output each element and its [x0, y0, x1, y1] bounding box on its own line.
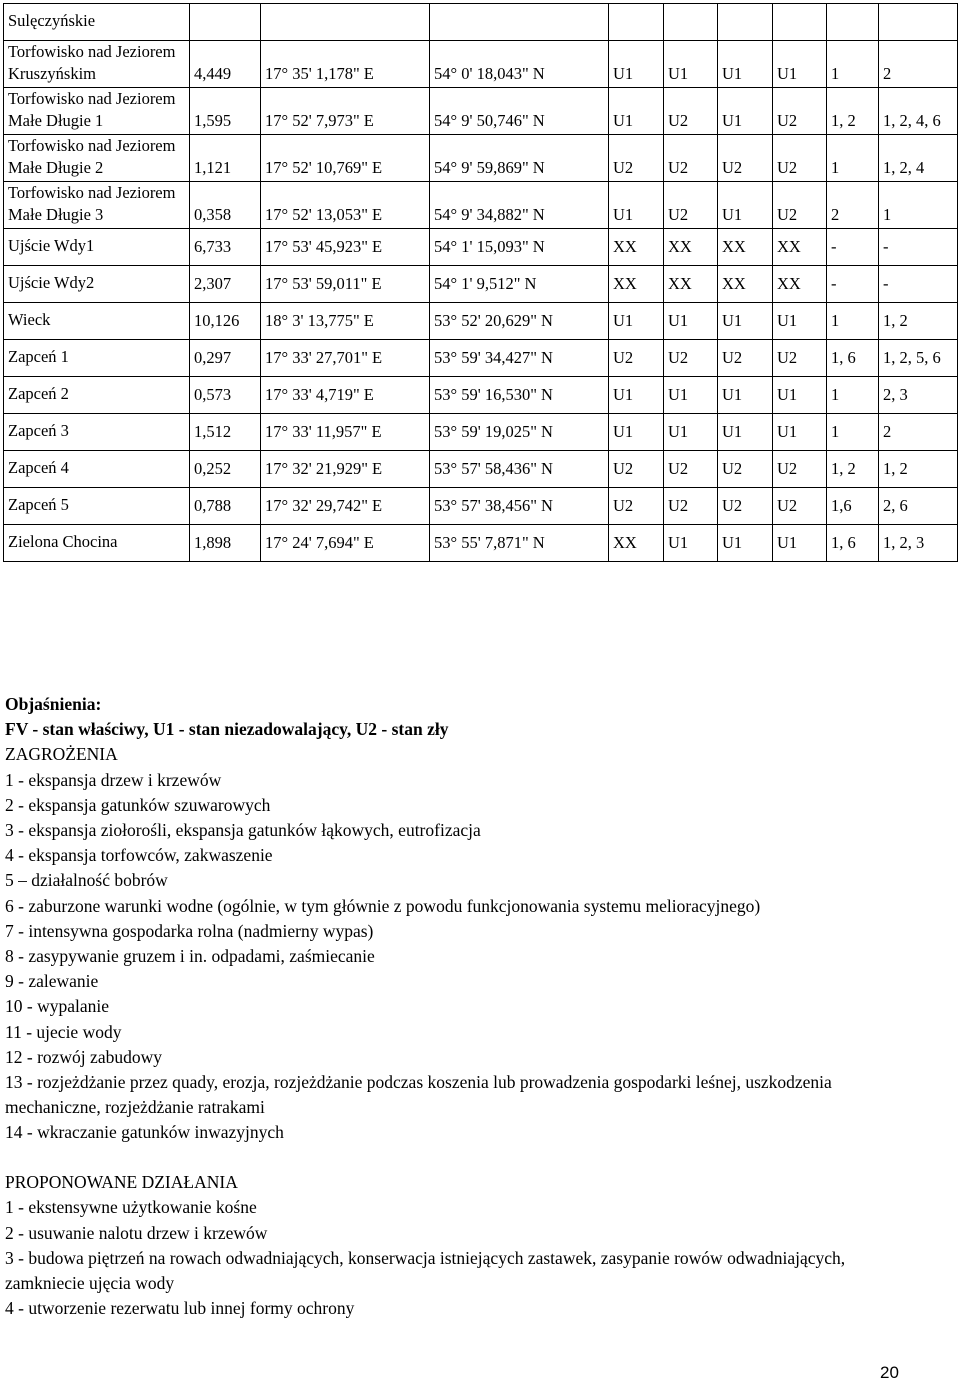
status-cell: U2 — [773, 135, 827, 182]
status-cell: U2 — [773, 88, 827, 135]
site-name-cell: Torfowisko nad Jeziorem Małe Długie 3 — [4, 182, 190, 229]
status-cell: XX — [718, 229, 773, 266]
status-cell: U2 — [664, 182, 718, 229]
latitude-cell: 54° 1' 15,093" N — [430, 229, 609, 266]
threat-item: 1 - ekspansja drzew i krzewów — [5, 769, 222, 790]
threats-cell: 1 — [827, 135, 879, 182]
threats-heading: ZAGROŻENIA — [5, 744, 118, 765]
status-cell: U1 — [773, 377, 827, 414]
table-row — [4, 41, 958, 88]
status-cell: U2 — [609, 340, 664, 377]
longitude-cell: 17° 53' 45,923" E — [261, 229, 430, 266]
site-name-cell: Zielona Chocina — [4, 525, 190, 562]
empty-cell — [827, 4, 879, 41]
threats-list — [5, 768, 905, 1146]
table-row — [4, 377, 958, 414]
threats-cell: 1,6 — [827, 488, 879, 525]
area-cell: 0,358 — [190, 182, 261, 229]
latitude-cell: 53° 59' 16,530" N — [430, 377, 609, 414]
status-cell: U2 — [718, 340, 773, 377]
longitude-cell: 17° 33' 27,701" E — [261, 340, 430, 377]
threat-item: 7 - intensywna gospodarka rolna (nadmierny wypas) — [5, 920, 374, 941]
threats-cell: 1 — [827, 41, 879, 88]
action-item: 1 - ekstensywne użytkowanie kośne — [5, 1197, 257, 1218]
actions-cell: 1, 2 — [879, 303, 958, 340]
actions-cell: - — [879, 266, 958, 303]
threats-cell: 1, 2 — [827, 88, 879, 135]
threat-item: 6 - zaburzone warunki wodne (ogólnie, w tym głównie z powodu funkcjonowania systemu melioracyjnego) — [5, 895, 761, 916]
area-cell: 6,733 — [190, 229, 261, 266]
threat-item: 9 - zalewanie — [5, 971, 99, 992]
area-cell: 0,788 — [190, 488, 261, 525]
threats-cell: 2 — [827, 182, 879, 229]
legend-section — [5, 692, 905, 1321]
empty-cell — [718, 4, 773, 41]
table-row — [4, 229, 958, 266]
latitude-cell: 54° 1' 9,512" N — [430, 266, 609, 303]
empty-cell — [773, 4, 827, 41]
latitude-cell: 53° 52' 20,629" N — [430, 303, 609, 340]
latitude-cell: 54° 0' 18,043" N — [430, 41, 609, 88]
longitude-cell: 17° 32' 29,742" E — [261, 488, 430, 525]
status-cell: U1 — [609, 414, 664, 451]
table-row — [4, 451, 958, 488]
status-cell: U2 — [773, 451, 827, 488]
status-cell: U1 — [718, 414, 773, 451]
threats-cell: 1, 2 — [827, 451, 879, 488]
status-cell: U1 — [718, 88, 773, 135]
status-cell: U1 — [609, 303, 664, 340]
empty-cell — [261, 4, 430, 41]
longitude-cell: 17° 52' 13,053" E — [261, 182, 430, 229]
status-cell: U1 — [718, 182, 773, 229]
actions-cell: 1, 2, 4 — [879, 135, 958, 182]
status-cell: U1 — [718, 377, 773, 414]
longitude-cell: 17° 32' 21,929" E — [261, 451, 430, 488]
site-name-cell: Wieck — [4, 303, 190, 340]
area-cell: 1,121 — [190, 135, 261, 182]
site-name-cell: Torfowisko nad Jeziorem Małe Długie 1 — [4, 88, 190, 135]
area-cell: 2,307 — [190, 266, 261, 303]
status-cell: U1 — [664, 377, 718, 414]
threat-item: 3 - ekspansja ziołorośli, ekspansja gatunków łąkowych, eutrofizacja — [5, 820, 481, 841]
status-cell: U2 — [773, 182, 827, 229]
status-cell: U1 — [609, 41, 664, 88]
table-body — [4, 4, 958, 562]
status-cell: U1 — [664, 414, 718, 451]
latitude-cell: 53° 57' 58,436" N — [430, 451, 609, 488]
threat-item: 12 - rozwój zabudowy — [5, 1046, 162, 1067]
longitude-cell: 17° 33' 11,957" E — [261, 414, 430, 451]
threats-cell: 1, 6 — [827, 525, 879, 562]
region-header-cell: Sulęczyńskie — [4, 4, 190, 41]
action-item: 3 - budowa piętrzeń na rowach odwadniających, konserwacja istniejących zastawek, zasypanie rowów odwadniających, zamkniecie ujęcia wody — [5, 1247, 846, 1293]
action-item: 4 - utworzenie rezerwatu lub innej formy ochrony — [5, 1298, 355, 1319]
status-cell: XX — [773, 229, 827, 266]
status-cell: U2 — [664, 451, 718, 488]
status-cell: U2 — [664, 135, 718, 182]
status-cell: XX — [664, 229, 718, 266]
table-row — [4, 525, 958, 562]
threats-cell: 1 — [827, 303, 879, 340]
actions-cell: 2, 6 — [879, 488, 958, 525]
table-row — [4, 414, 958, 451]
table-row — [4, 266, 958, 303]
threat-item: 14 - wkraczanie gatunków inwazyjnych — [5, 1122, 284, 1143]
status-cell: U2 — [773, 488, 827, 525]
status-cell: U1 — [609, 377, 664, 414]
area-cell: 10,126 — [190, 303, 261, 340]
threats-cell: - — [827, 229, 879, 266]
latitude-cell: 53° 57' 38,456" N — [430, 488, 609, 525]
threat-item: 13 - rozjeżdżanie przez quady, erozja, rozjeżdżanie podczas koszenia lub prowadzenia gospodarki leśnej, uszkodzenia mechaniczne, rozjeżdżanie ratrakami — [5, 1072, 832, 1118]
latitude-cell: 53° 59' 34,427" N — [430, 340, 609, 377]
status-cell: U1 — [664, 525, 718, 562]
threats-cell: 1 — [827, 414, 879, 451]
status-cell: XX — [609, 229, 664, 266]
longitude-cell: 17° 35' 1,178" E — [261, 41, 430, 88]
actions-cell: - — [879, 229, 958, 266]
empty-cell — [879, 4, 958, 41]
area-cell: 0,297 — [190, 340, 261, 377]
threat-item: 5 – działalność bobrów — [5, 870, 168, 891]
actions-cell: 2, 3 — [879, 377, 958, 414]
status-cell: U1 — [773, 41, 827, 88]
status-cell: U1 — [773, 414, 827, 451]
table-row — [4, 488, 958, 525]
status-cell: U2 — [718, 135, 773, 182]
status-cell: U2 — [664, 340, 718, 377]
status-cell: XX — [718, 266, 773, 303]
site-name-cell: Zapceń 4 — [4, 451, 190, 488]
threats-cell: 1, 6 — [827, 340, 879, 377]
site-name-cell: Zapceń 5 — [4, 488, 190, 525]
latitude-cell: 53° 59' 19,025" N — [430, 414, 609, 451]
site-name-cell: Torfowisko nad Jeziorem Małe Długie 2 — [4, 135, 190, 182]
empty-cell — [609, 4, 664, 41]
table-row — [4, 340, 958, 377]
empty-cell — [430, 4, 609, 41]
status-cell: U2 — [718, 451, 773, 488]
table-row — [4, 88, 958, 135]
status-cell: U2 — [718, 488, 773, 525]
status-cell: XX — [609, 525, 664, 562]
empty-cell — [190, 4, 261, 41]
site-name-cell: Zapceń 1 — [4, 340, 190, 377]
threat-item: 2 - ekspansja gatunków szuwarowych — [5, 794, 271, 815]
empty-cell — [664, 4, 718, 41]
threat-item: 8 - zasypywanie gruzem i in. odpadami, zaśmiecanie — [5, 946, 375, 967]
status-cell: U1 — [718, 303, 773, 340]
site-name-cell: Zapceń 2 — [4, 377, 190, 414]
site-name-cell: Zapceń 3 — [4, 414, 190, 451]
table-header-row — [4, 4, 958, 41]
longitude-cell: 17° 24' 7,694" E — [261, 525, 430, 562]
actions-cell: 1 — [879, 182, 958, 229]
area-cell: 1,595 — [190, 88, 261, 135]
longitude-cell: 17° 52' 10,769" E — [261, 135, 430, 182]
status-cell: U1 — [718, 525, 773, 562]
page-number: 20 — [880, 1363, 899, 1382]
latitude-cell: 53° 55' 7,871" N — [430, 525, 609, 562]
area-cell: 0,573 — [190, 377, 261, 414]
threat-item: 4 - ekspansja torfowców, zakwaszenie — [5, 845, 273, 866]
actions-cell: 1, 2, 5, 6 — [879, 340, 958, 377]
status-cell: U1 — [773, 303, 827, 340]
status-cell: U1 — [718, 41, 773, 88]
threats-cell: 1 — [827, 377, 879, 414]
latitude-cell: 54° 9' 59,869" N — [430, 135, 609, 182]
legend-title: Objaśnienia: — [5, 694, 102, 714]
status-cell: XX — [664, 266, 718, 303]
table-row — [4, 182, 958, 229]
area-cell: 1,512 — [190, 414, 261, 451]
site-name-cell: Ujście Wdy2 — [4, 266, 190, 303]
area-cell: 0,252 — [190, 451, 261, 488]
status-legend-line: FV - stan właściwy, U1 - stan niezadowalający, U2 - stan zły — [5, 719, 449, 740]
action-item: 2 - usuwanie nalotu drzew i krzewów — [5, 1222, 268, 1243]
status-cell: U1 — [609, 182, 664, 229]
status-cell: U1 — [664, 41, 718, 88]
actions-cell: 1, 2, 3 — [879, 525, 958, 562]
status-cell: U2 — [609, 488, 664, 525]
longitude-cell: 17° 53' 59,011" E — [261, 266, 430, 303]
section-gap — [5, 1146, 905, 1171]
status-cell: U1 — [773, 525, 827, 562]
table-row — [4, 303, 958, 340]
threats-cell: - — [827, 266, 879, 303]
status-cell: U1 — [664, 303, 718, 340]
area-cell: 1,898 — [190, 525, 261, 562]
actions-cell: 2 — [879, 41, 958, 88]
actions-cell: 2 — [879, 414, 958, 451]
actions-heading: PROPONOWANE DZIAŁANIA — [5, 1172, 238, 1193]
status-cell: XX — [773, 266, 827, 303]
status-cell: U2 — [664, 88, 718, 135]
status-cell: XX — [609, 266, 664, 303]
threat-item: 11 - ujecie wody — [5, 1021, 122, 1042]
longitude-cell: 17° 52' 7,973" E — [261, 88, 430, 135]
table-row — [4, 135, 958, 182]
actions-cell: 1, 2, 4, 6 — [879, 88, 958, 135]
status-cell: U1 — [609, 88, 664, 135]
actions-list — [5, 1195, 905, 1321]
status-cell: U2 — [609, 451, 664, 488]
latitude-cell: 54° 9' 50,746" N — [430, 88, 609, 135]
status-cell: U2 — [773, 340, 827, 377]
latitude-cell: 54° 9' 34,882" N — [430, 182, 609, 229]
area-cell: 4,449 — [190, 41, 261, 88]
longitude-cell: 17° 33' 4,719" E — [261, 377, 430, 414]
status-cell: U2 — [609, 135, 664, 182]
longitude-cell: 18° 3' 13,775" E — [261, 303, 430, 340]
threat-item: 10 - wypalanie — [5, 996, 109, 1017]
sites-table — [3, 3, 958, 562]
site-name-cell: Ujście Wdy1 — [4, 229, 190, 266]
status-cell: U2 — [664, 488, 718, 525]
actions-cell: 1, 2 — [879, 451, 958, 488]
site-name-cell: Torfowisko nad Jeziorem Kruszyńskim — [4, 41, 190, 88]
